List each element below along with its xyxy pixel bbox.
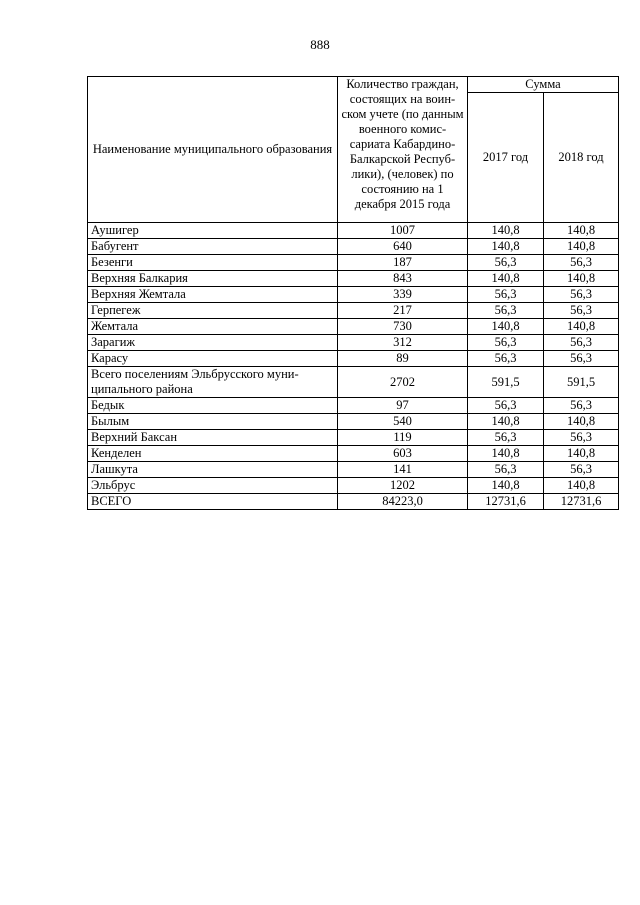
cell-citizen-count: 312 [338, 335, 468, 351]
cell-sum-2018: 140,8 [544, 271, 619, 287]
cell-citizen-count: 339 [338, 287, 468, 303]
cell-sum-2017: 56,3 [468, 430, 544, 446]
cell-municipality: Герпегеж [88, 303, 338, 319]
cell-sum-2017: 140,8 [468, 223, 544, 239]
cell-sum-2018: 56,3 [544, 430, 619, 446]
cell-municipality: Былым [88, 414, 338, 430]
table-row [88, 462, 619, 478]
cell-citizen-count: 843 [338, 271, 468, 287]
cell-municipality: Аушигер [88, 223, 338, 239]
cell-municipality: Эльбрус [88, 478, 338, 494]
cell-sum-2018: 140,8 [544, 239, 619, 255]
cell-sum-2018: 56,3 [544, 303, 619, 319]
cell-sum-2018: 12731,6 [544, 494, 619, 510]
cell-municipality: Лашкута [88, 462, 338, 478]
cell-citizen-count: 217 [338, 303, 468, 319]
cell-sum-2017: 56,3 [468, 398, 544, 414]
table-row [88, 271, 619, 287]
cell-sum-2018: 56,3 [544, 335, 619, 351]
cell-sum-2017: 140,8 [468, 414, 544, 430]
cell-sum-2017: 56,3 [468, 303, 544, 319]
cell-citizen-count: 119 [338, 430, 468, 446]
table-row [88, 239, 619, 255]
cell-sum-2018: 591,5 [544, 367, 619, 398]
cell-sum-2017: 140,8 [468, 239, 544, 255]
table-row [88, 255, 619, 271]
header-year-2017: 2017 год [468, 93, 544, 223]
cell-citizen-count: 187 [338, 255, 468, 271]
cell-sum-2017: 56,3 [468, 351, 544, 367]
table-row [88, 430, 619, 446]
table-row [88, 414, 619, 430]
cell-sum-2018: 140,8 [544, 446, 619, 462]
cell-sum-2017: 56,3 [468, 335, 544, 351]
table-row [88, 223, 619, 239]
header-municipality: Наименование муниципального образования [88, 77, 338, 223]
cell-sum-2018: 56,3 [544, 351, 619, 367]
cell-sum-2018: 56,3 [544, 255, 619, 271]
cell-sum-2018: 140,8 [544, 319, 619, 335]
cell-sum-2017: 12731,6 [468, 494, 544, 510]
cell-sum-2017: 140,8 [468, 319, 544, 335]
cell-sum-2017: 140,8 [468, 478, 544, 494]
cell-sum-2017: 140,8 [468, 446, 544, 462]
table-row [88, 303, 619, 319]
cell-citizen-count: 2702 [338, 367, 468, 398]
cell-sum-2017: 56,3 [468, 462, 544, 478]
cell-citizen-count: 640 [338, 239, 468, 255]
table-row [88, 478, 619, 494]
cell-municipality: Верхняя Жемтала [88, 287, 338, 303]
cell-citizen-count: 1202 [338, 478, 468, 494]
page-number: 888 [310, 37, 330, 52]
cell-sum-2018: 140,8 [544, 478, 619, 494]
cell-sum-2017: 591,5 [468, 367, 544, 398]
cell-sum-2018: 56,3 [544, 462, 619, 478]
table-row [88, 335, 619, 351]
cell-municipality: Карасу [88, 351, 338, 367]
cell-sum-2018: 56,3 [544, 287, 619, 303]
cell-sum-2017: 140,8 [468, 271, 544, 287]
table-row [88, 351, 619, 367]
header-citizen-count: Количество граждан, состоящих на воинском учете (по данным военного комиссариата Кабардино-Балкарской Республики), (человек) по состоянию на 1 декабря 2015 года [338, 77, 468, 223]
table-row [88, 287, 619, 303]
cell-municipality: Кенделен [88, 446, 338, 462]
table-row [88, 398, 619, 414]
cell-sum-2018: 140,8 [544, 223, 619, 239]
cell-citizen-count: 1007 [338, 223, 468, 239]
cell-municipality: Верхний Баксан [88, 430, 338, 446]
cell-citizen-count: 540 [338, 414, 468, 430]
cell-sum-2018: 56,3 [544, 398, 619, 414]
cell-citizen-count: 97 [338, 398, 468, 414]
cell-municipality: Бедык [88, 398, 338, 414]
cell-citizen-count: 84223,0 [338, 494, 468, 510]
cell-municipality: Жемтала [88, 319, 338, 335]
cell-sum-2018: 140,8 [544, 414, 619, 430]
table-row [88, 446, 619, 462]
table-row [88, 319, 619, 335]
cell-citizen-count: 730 [338, 319, 468, 335]
cell-municipality: Верхняя Балкария [88, 271, 338, 287]
table-row [88, 494, 619, 510]
table-row [88, 367, 619, 398]
cell-municipality: Зарагиж [88, 335, 338, 351]
cell-citizen-count: 603 [338, 446, 468, 462]
cell-citizen-count: 89 [338, 351, 468, 367]
table-body [88, 223, 619, 510]
cell-sum-2017: 56,3 [468, 255, 544, 271]
header-sum: Сумма [468, 77, 619, 93]
cell-municipality: Всего поселениям Эльбрусского муниципального района [88, 367, 338, 398]
cell-sum-2017: 56,3 [468, 287, 544, 303]
cell-municipality: Бабугент [88, 239, 338, 255]
header-year-2018: 2018 год [544, 93, 619, 223]
cell-citizen-count: 141 [338, 462, 468, 478]
cell-municipality: Безенги [88, 255, 338, 271]
cell-municipality: ВСЕГО [88, 494, 338, 510]
allocation-table [87, 76, 619, 510]
